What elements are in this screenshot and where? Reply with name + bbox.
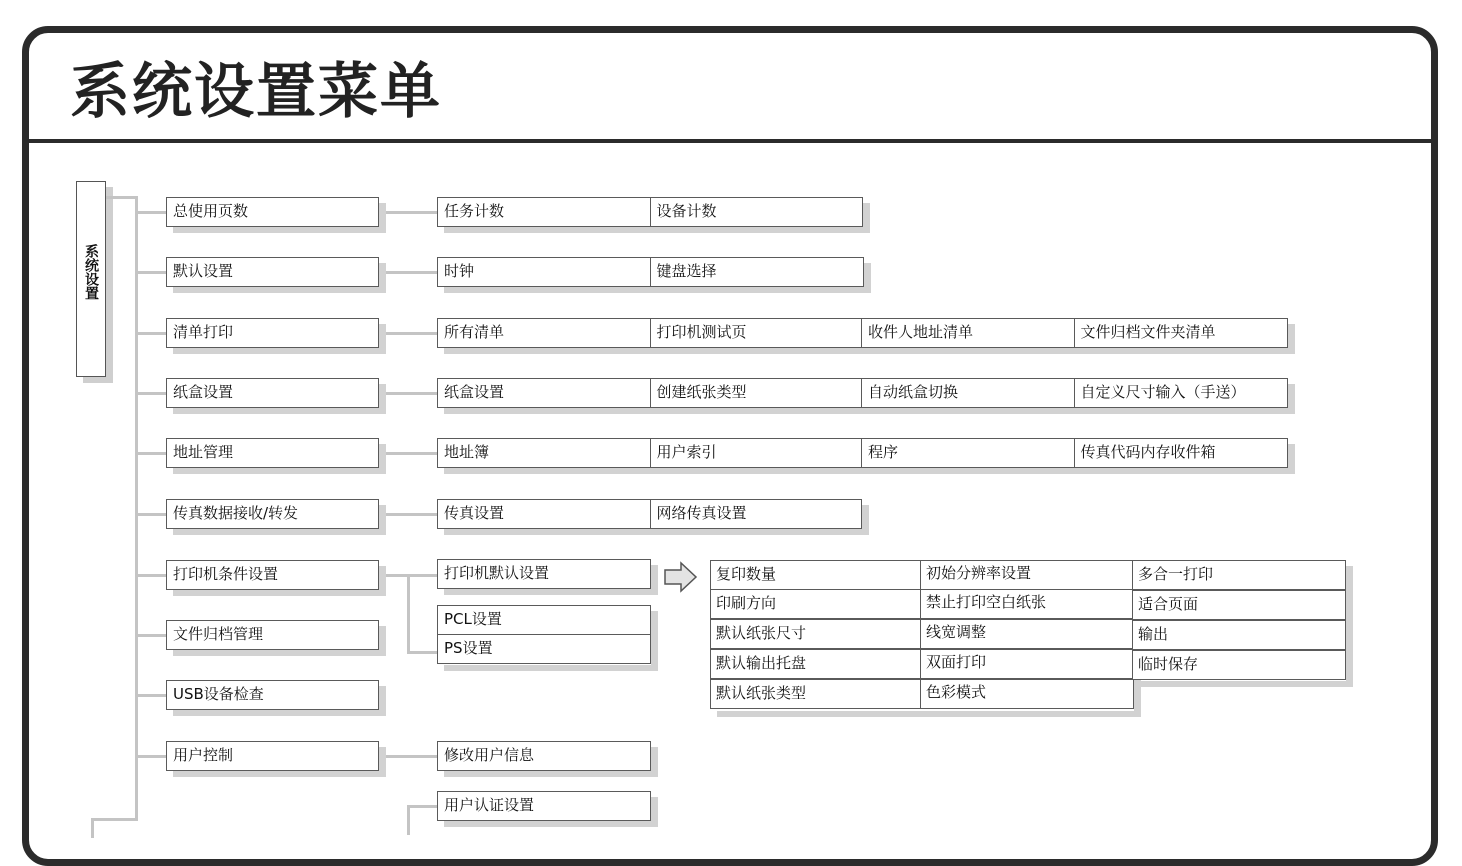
submenu-device-count[interactable]: 设备计数 bbox=[650, 197, 863, 227]
submenu-clock[interactable]: 时钟 bbox=[437, 257, 651, 287]
menu-printer-condition[interactable]: 打印机条件设置 bbox=[166, 560, 379, 590]
connector-line bbox=[407, 651, 438, 654]
menu-usb-check[interactable]: USB设备检查 bbox=[166, 680, 379, 710]
connector-line bbox=[135, 392, 167, 395]
grid-default-output-tray[interactable]: 默认输出托盘 bbox=[710, 649, 922, 679]
connector-line bbox=[386, 211, 438, 214]
submenu-keyboard-select[interactable]: 键盘选择 bbox=[650, 257, 864, 287]
submenu-modify-user-info[interactable]: 修改用户信息 bbox=[437, 741, 651, 771]
connector-line bbox=[135, 211, 167, 214]
default-settings-submenu bbox=[437, 257, 864, 287]
menu-fax-forward[interactable]: 传真数据接收/转发 bbox=[166, 499, 379, 529]
side-tab-label: 系统设置 bbox=[83, 244, 99, 300]
connector-line bbox=[135, 196, 138, 821]
connector-line bbox=[386, 392, 438, 395]
submenu-ps-settings[interactable]: PS设置 bbox=[437, 634, 651, 664]
menu-tray-settings[interactable]: 纸盒设置 bbox=[166, 378, 379, 408]
connector-line bbox=[386, 271, 438, 274]
grid-n-up-print[interactable]: 多合一打印 bbox=[1132, 560, 1346, 590]
submenu-program[interactable]: 程序 bbox=[861, 438, 1075, 468]
menu-user-control[interactable]: 用户控制 bbox=[166, 741, 379, 771]
submenu-recipient-address-list[interactable]: 收件人地址清单 bbox=[861, 318, 1075, 348]
side-tab bbox=[76, 181, 106, 377]
pdl-settings-group bbox=[437, 605, 651, 665]
connector-line bbox=[135, 755, 167, 758]
title-divider bbox=[26, 139, 1434, 143]
connector-line bbox=[135, 332, 167, 335]
menu-document-filing[interactable]: 文件归档管理 bbox=[166, 620, 379, 650]
grid-temp-save[interactable]: 临时保存 bbox=[1132, 650, 1346, 680]
grid-duplex-print[interactable]: 双面打印 bbox=[920, 649, 1134, 679]
right-arrow-icon bbox=[664, 561, 698, 593]
connector-line bbox=[407, 574, 410, 654]
grid-copies[interactable]: 复印数量 bbox=[710, 560, 922, 590]
connector-line bbox=[407, 805, 438, 808]
grid-initial-resolution[interactable]: 初始分辨率设置 bbox=[920, 560, 1134, 590]
grid-default-paper-size[interactable]: 默认纸张尺寸 bbox=[710, 619, 922, 649]
grid-suppress-blank-page[interactable]: 禁止打印空白纸张 bbox=[920, 589, 1134, 619]
grid-fit-to-page[interactable]: 适合页面 bbox=[1132, 590, 1346, 620]
connector-line bbox=[386, 452, 438, 455]
printer-defaults-grid bbox=[710, 560, 1134, 711]
menu-default-settings[interactable]: 默认设置 bbox=[166, 257, 379, 287]
connector-line bbox=[135, 634, 167, 637]
submenu-auto-tray-switch[interactable]: 自动纸盒切换 bbox=[861, 378, 1075, 408]
connector-line bbox=[386, 513, 438, 516]
tray-settings-submenu bbox=[437, 378, 1288, 408]
submenu-pcl-settings[interactable]: PCL设置 bbox=[437, 605, 651, 635]
address-control-submenu bbox=[437, 438, 1288, 468]
connector-line bbox=[386, 574, 438, 577]
connector-line bbox=[386, 755, 438, 758]
connector-line bbox=[135, 574, 167, 577]
total-count-submenu bbox=[437, 197, 863, 227]
connector-line bbox=[135, 513, 167, 516]
grid-color-mode[interactable]: 色彩模式 bbox=[920, 679, 1134, 709]
list-print-submenu bbox=[437, 318, 1288, 348]
page-title: 系统设置菜单 bbox=[70, 57, 442, 127]
printer-defaults-grid-col3 bbox=[1132, 560, 1346, 681]
submenu-internet-fax-settings[interactable]: 网络传真设置 bbox=[650, 499, 862, 529]
submenu-address-book[interactable]: 地址簿 bbox=[437, 438, 651, 468]
fax-forward-submenu bbox=[437, 499, 862, 529]
connector-line bbox=[135, 452, 167, 455]
submenu-fax-settings[interactable]: 传真设置 bbox=[437, 499, 651, 529]
submenu-printer-test-page[interactable]: 打印机测试页 bbox=[650, 318, 863, 348]
submenu-tray-settings[interactable]: 纸盒设置 bbox=[437, 378, 651, 408]
submenu-printer-default-settings[interactable]: 打印机默认设置 bbox=[437, 559, 651, 589]
submenu-fax-memory-box[interactable]: 传真代码内存收件箱 bbox=[1074, 438, 1288, 468]
connector-line bbox=[91, 818, 94, 838]
menu-address-control[interactable]: 地址管理 bbox=[166, 438, 379, 468]
grid-orientation[interactable]: 印刷方向 bbox=[710, 589, 922, 619]
submenu-job-count[interactable]: 任务计数 bbox=[437, 197, 651, 227]
grid-default-paper-type[interactable]: 默认纸张类型 bbox=[710, 679, 922, 709]
connector-line bbox=[386, 332, 438, 335]
submenu-user-auth-settings[interactable]: 用户认证设置 bbox=[437, 791, 651, 821]
grid-line-width[interactable]: 线宽调整 bbox=[920, 619, 1134, 649]
submenu-filing-folder-list[interactable]: 文件归档文件夹清单 bbox=[1074, 318, 1288, 348]
submenu-all-lists[interactable]: 所有清单 bbox=[437, 318, 651, 348]
connector-line bbox=[407, 805, 410, 835]
connector-line bbox=[91, 818, 138, 821]
submenu-custom-size-input[interactable]: 自定义尺寸输入（手送） bbox=[1074, 378, 1288, 408]
grid-output[interactable]: 输出 bbox=[1132, 620, 1346, 650]
connector-line bbox=[135, 694, 167, 697]
menu-total-count[interactable]: 总使用页数 bbox=[166, 197, 379, 227]
submenu-user-index[interactable]: 用户索引 bbox=[650, 438, 863, 468]
menu-list-print[interactable]: 清单打印 bbox=[166, 318, 379, 348]
submenu-create-paper-type[interactable]: 创建纸张类型 bbox=[650, 378, 863, 408]
connector-line bbox=[135, 271, 167, 274]
connector-line bbox=[106, 196, 138, 199]
